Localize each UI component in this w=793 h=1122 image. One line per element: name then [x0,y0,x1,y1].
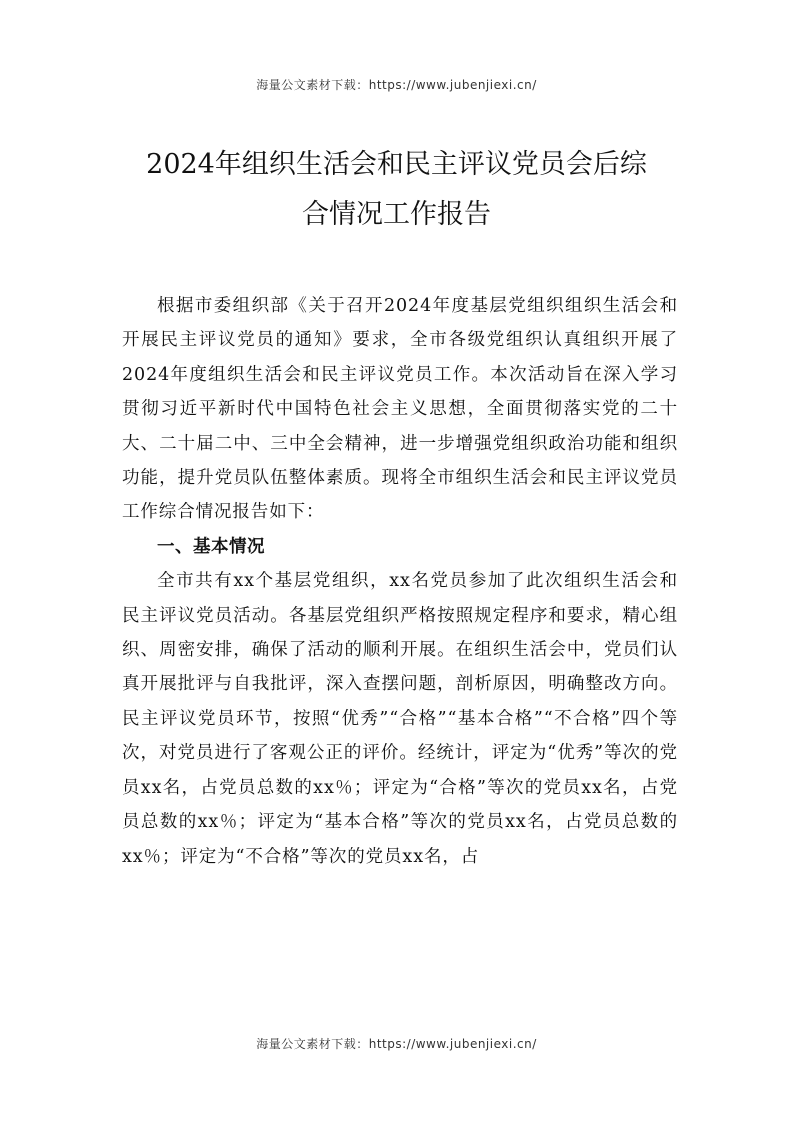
section-heading-basic-info: 一、基本情况 [157,536,265,557]
intro-paragraph: 根据市委组织部《关于召开2024年度基层党组织组织生活会和开展民主评议党员的通知》要求，全市各级党组织认真组织开展了2024年度组织生活会和民主评议党员工作。本次活动旨在深入学习贯彻习近平新时代中国特色社会主义思想，全面贯彻落实党的二十大、二十届二中、三中全会精神，进一步增强党组织政治功能和组织功能，提升党员队伍整体素质。现将全市组织生活会和民主评议党员工作综合情况报告如下： [122,296,678,523]
footer-source-note: 海量公文素材下载：https://www.jubenjiexi.cn/ [256,1037,537,1051]
document-title [100,140,693,240]
basic-info-paragraph: 全市共有xx个基层党组织，xx名党员参加了此次组织生活会和民主评议党员活动。各基层党组织严格按照规定程序和要求，精心组织、周密安排，确保了活动的顺利开展。在组织生活会中，党员们认真开展批评与自我批评，深入查摆问题，剖析原因，明确整改方向。民主评议党员环节，按照“优秀”“合格”“基本合格”“不合格”四个等次，对党员进行了客观公正的评价。经统计，评定为“优秀”等次的党员xx名，占党员总数的xx％；评定为“合格”等次的党员xx名，占党员总数的xx％；评定为“基本合格”等次的党员xx名，占党员总数的xx％；评定为“不合格”等次的党员xx名，占 [122,571,678,867]
document-body [122,289,678,874]
title-line-1: 2024年组织生活会和民主评议党员会后综 [146,149,647,180]
header-source-note: 海量公文素材下载：https://www.jubenjiexi.cn/ [256,78,537,92]
title-line-2: 合情况工作报告 [302,199,491,230]
